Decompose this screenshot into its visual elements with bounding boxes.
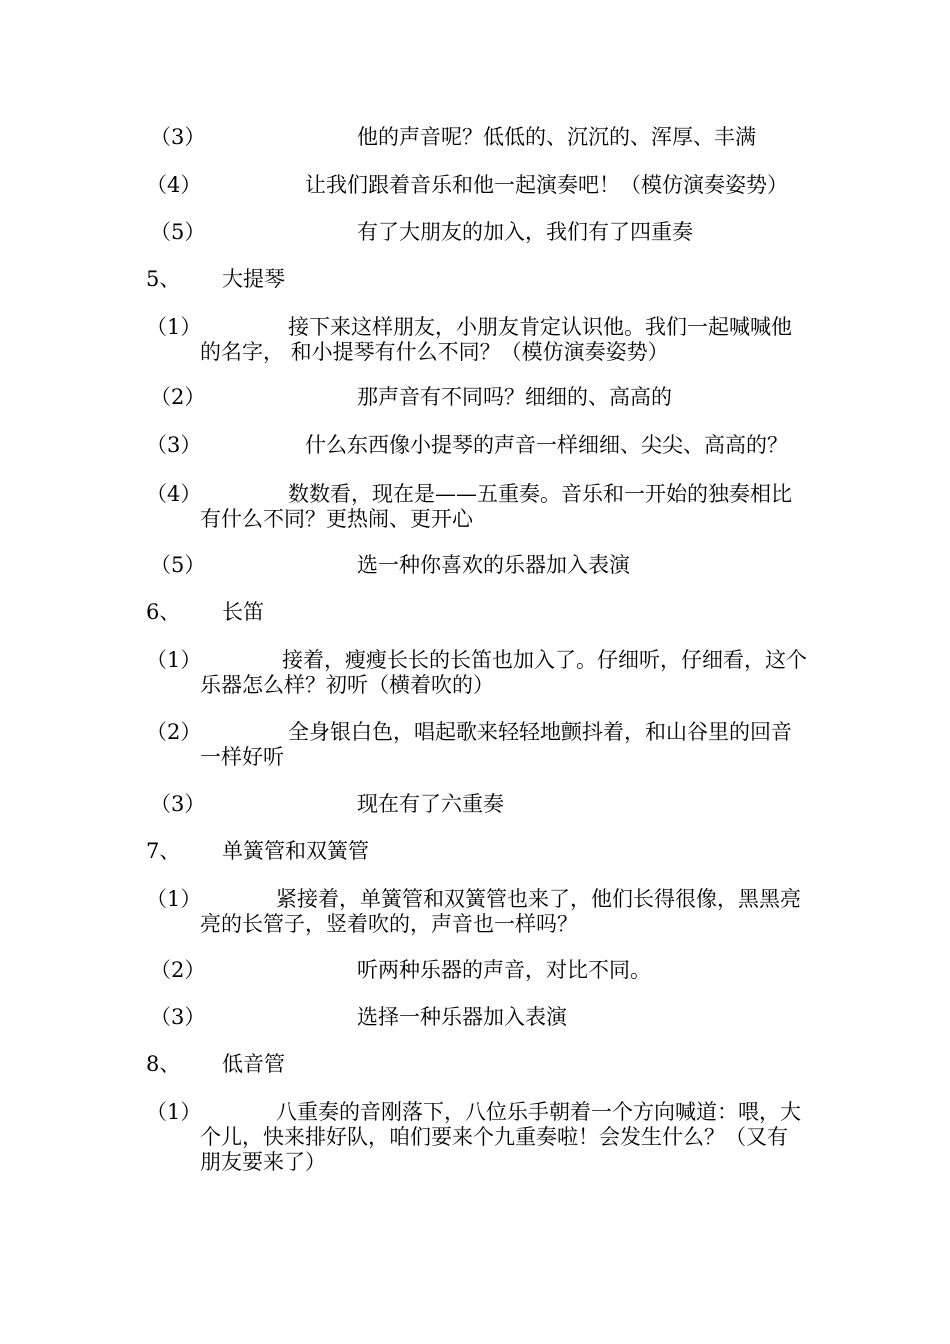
- item-text: 有什么不同？更热闹、更开心: [200, 507, 473, 531]
- item-text: 一样好听: [200, 745, 284, 769]
- item-text: 让我们跟着音乐和他一起演奏吧！（模仿演奏姿势）: [305, 173, 788, 197]
- item-text: 选一种你喜欢的乐器加入表演: [357, 553, 630, 577]
- item-number: （1）: [146, 887, 202, 911]
- item-number: （3）: [150, 792, 206, 816]
- item-text: 那声音有不同吗？细细的、高高的: [357, 385, 672, 409]
- item-text: 接着，瘦瘦长长的长笛也加入了。仔细听，仔细看，这个: [282, 648, 807, 672]
- item-text: 亮的长管子，竖着吹的，声音也一样吗？: [200, 912, 578, 936]
- item-text: 现在有了六重奏: [357, 792, 504, 816]
- item-text: 数数看，现在是——五重奏。音乐和一开始的独奏相比: [288, 482, 792, 506]
- item-text: 个儿，快来排好队，咱们要来个九重奏啦！会发生什么？（又有: [200, 1125, 788, 1149]
- item-number: （2）: [146, 720, 202, 744]
- item-number: （1）: [146, 648, 202, 672]
- item-text: 朋友要来了）: [200, 1150, 326, 1174]
- item-number: （4）: [146, 173, 202, 197]
- item-number: （5）: [150, 220, 206, 244]
- item-text: 听两种乐器的声音，对比不同。: [357, 958, 651, 982]
- item-text: 全身银白色，唱起歌来轻轻地颤抖着，和山谷里的回音: [288, 720, 792, 744]
- section-title: 单簧管和双簧管: [222, 839, 369, 863]
- item-number: （2）: [150, 385, 206, 409]
- section-number: 5、: [146, 267, 181, 291]
- item-number: （1）: [146, 315, 202, 339]
- item-number: （3）: [150, 125, 206, 149]
- section-title: 大提琴: [222, 267, 285, 291]
- item-text: 紧接着，单簧管和双簧管也来了，他们长得很像，黑黑亮: [276, 887, 801, 911]
- item-text: 接下来这样朋友，小朋友肯定认识他。我们一起喊喊他: [288, 315, 792, 339]
- section-title: 长笛: [222, 600, 264, 624]
- item-number: （4）: [146, 482, 202, 506]
- item-text: 八重奏的音刚落下，八位乐手朝着一个方向喊道：喂，大: [276, 1100, 801, 1124]
- item-number: （2）: [150, 958, 206, 982]
- section-number: 6、: [146, 600, 181, 624]
- item-number: （3）: [146, 433, 202, 457]
- section-number: 7、: [146, 839, 181, 863]
- item-number: （5）: [150, 553, 206, 577]
- item-number: （3）: [150, 1005, 206, 1029]
- item-text: 的名字， 和小提琴有什么不同？（模仿演奏姿势）: [200, 340, 669, 364]
- item-text: 乐器怎么样？初听（横着吹的）: [200, 673, 494, 697]
- item-text: 选择一种乐器加入表演: [357, 1005, 567, 1029]
- section-number: 8、: [146, 1052, 181, 1076]
- section-title: 低音管: [222, 1052, 285, 1076]
- item-text: 他的声音呢？低低的、沉沉的、浑厚、丰满: [357, 125, 756, 149]
- item-text: 什么东西像小提琴的声音一样细细、尖尖、高高的？: [305, 433, 788, 457]
- item-number: （1）: [146, 1100, 202, 1124]
- item-text: 有了大朋友的加入，我们有了四重奏: [357, 220, 693, 244]
